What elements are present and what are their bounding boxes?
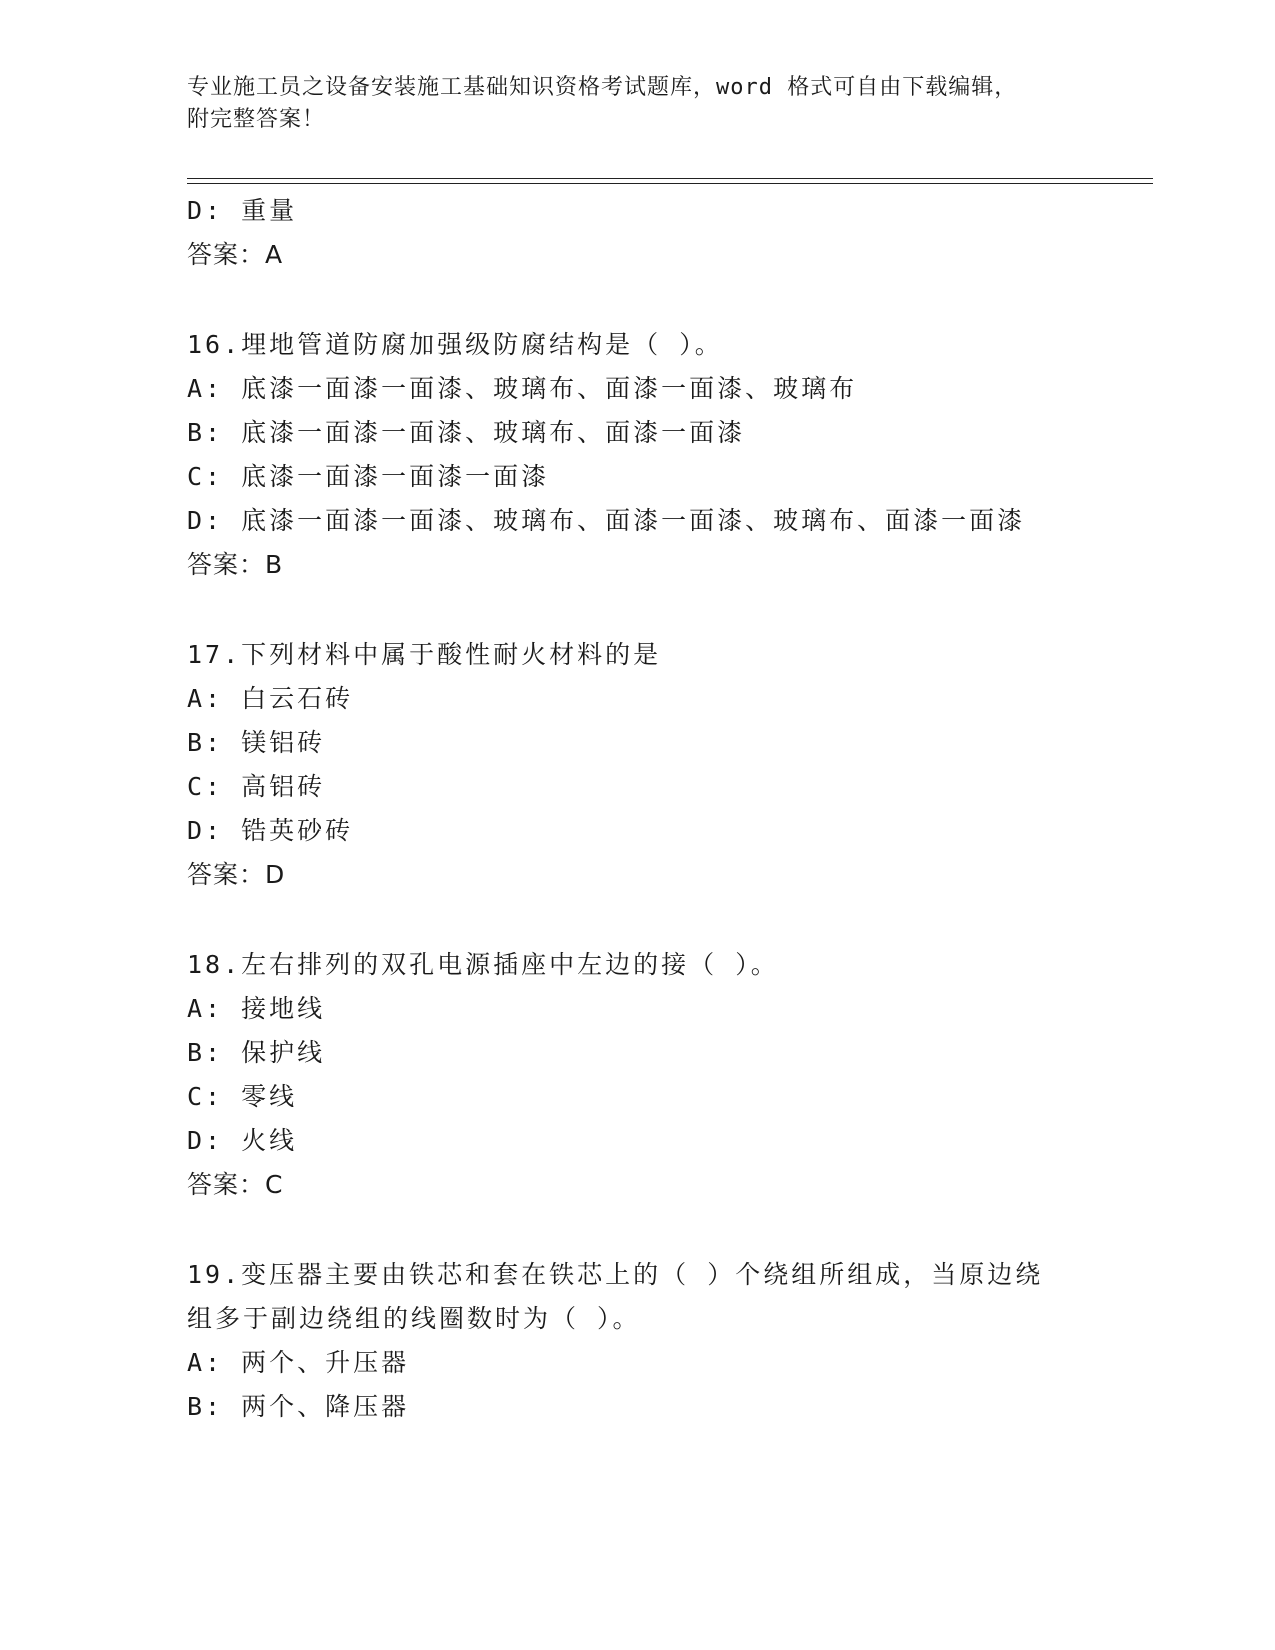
header-line-1: 专业施工员之设备安装施工基础知识资格考试题库，word 格式可自由下载编辑， (187, 75, 1018, 100)
q17-question: 17.下列材料中属于酸性耐火材料的是 (187, 640, 662, 669)
q16-question: 16.埋地管道防腐加强级防腐结构是（ ）。 (187, 330, 723, 359)
header-divider-bottom (187, 183, 1153, 184)
q17-answer: 答案：D (187, 860, 286, 889)
q18-option-c: C: 零线 (187, 1082, 298, 1111)
q16-option-c: C: 底漆一面漆一面漆一面漆 (187, 462, 550, 491)
q16-option-d: D: 底漆一面漆一面漆、玻璃布、面漆一面漆、玻璃布、面漆一面漆 (187, 506, 1026, 535)
q19-option-a: A: 两个、升压器 (187, 1348, 410, 1377)
q19-option-b: B: 两个、降压器 (187, 1392, 410, 1421)
header-divider-top (187, 178, 1153, 179)
q18-option-a: A: 接地线 (187, 994, 326, 1023)
q18-answer: 答案：C (187, 1170, 284, 1199)
q16-answer: 答案：B (187, 550, 284, 579)
q16-option-b: B: 底漆一面漆一面漆、玻璃布、面漆一面漆 (187, 418, 746, 447)
document-header (187, 72, 1087, 136)
q17-option-b: B: 镁铝砖 (187, 728, 326, 757)
prev-answer: 答案：A (187, 240, 284, 269)
prev-option-d: D: 重量 (187, 196, 298, 225)
q17-option-d: D: 锆英砂砖 (187, 816, 354, 845)
q18-question: 18.左右排列的双孔电源插座中左边的接（ ）。 (187, 950, 779, 979)
header-line-2: 附完整答案！ (187, 107, 326, 132)
q16-option-a: A: 底漆一面漆一面漆、玻璃布、面漆一面漆、玻璃布 (187, 374, 858, 403)
q18-option-d: D: 火线 (187, 1126, 298, 1155)
q19-question-line-1: 19.变压器主要由铁芯和套在铁芯上的（ ）个绕组所组成，当原边绕 (187, 1260, 1044, 1289)
q17-option-a: A: 白云石砖 (187, 684, 354, 713)
q18-option-b: B: 保护线 (187, 1038, 326, 1067)
q19-question-line-2: 组多于副边绕组的线圈数时为（ ）。 (187, 1304, 641, 1333)
q17-option-c: C: 高铝砖 (187, 772, 326, 801)
